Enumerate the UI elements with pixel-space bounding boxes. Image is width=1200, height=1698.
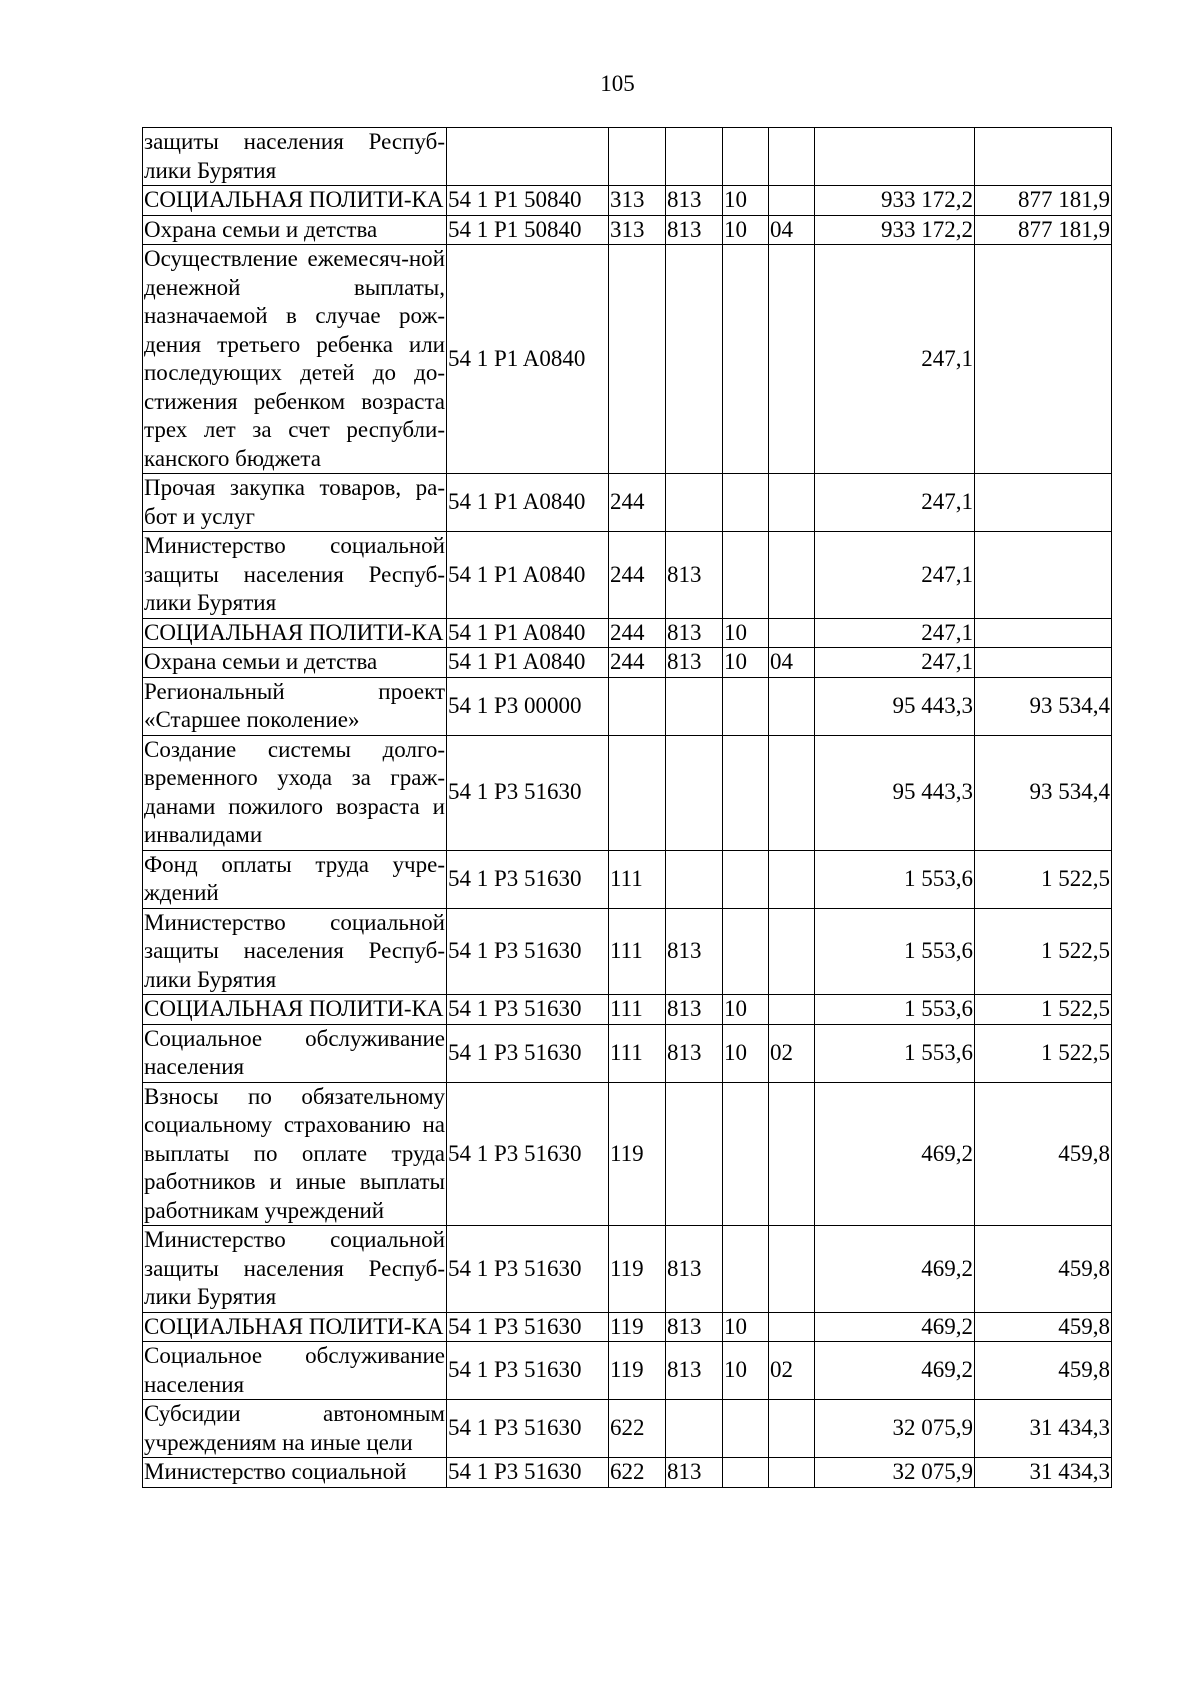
table-row [143,245,1112,474]
target-article-code-cell: 54 1 P3 51630 [447,1458,609,1488]
ministry-code-cell: 813 [666,995,723,1025]
subsection-code-cell [769,908,815,995]
amount-year-1-cell: 933 172,2 [815,215,975,245]
expense-type-code-cell: 622 [609,1400,666,1458]
ministry-code-cell: 813 [666,1226,723,1313]
table-row [143,474,1112,532]
item-name-cell: СОЦИАЛЬНАЯ ПОЛИТИ-КА [143,186,447,216]
ministry-code-cell [666,1400,723,1458]
amount-year-2-cell: 877 181,9 [975,186,1112,216]
target-article-code-cell: 54 1 P1 A0840 [447,245,609,474]
amount-year-1-cell: 247,1 [815,648,975,678]
target-article-code-cell: 54 1 P1 50840 [447,215,609,245]
table-row [143,677,1112,735]
section-code-cell: 10 [723,215,769,245]
amount-year-1-cell: 32 075,9 [815,1400,975,1458]
subsection-code-cell [769,1312,815,1342]
amount-year-1-cell: 469,2 [815,1312,975,1342]
table-row [143,618,1112,648]
ministry-code-cell: 813 [666,215,723,245]
item-name-cell: СОЦИАЛЬНАЯ ПОЛИТИ-КА [143,1312,447,1342]
amount-year-2-cell: 459,8 [975,1226,1112,1313]
ministry-code-cell: 813 [666,186,723,216]
subsection-code-cell [769,850,815,908]
amount-year-2-cell: 31 434,3 [975,1458,1112,1488]
amount-year-2-cell [975,474,1112,532]
item-name-cell: Охрана семьи и детства [143,648,447,678]
amount-year-2-cell [975,532,1112,619]
item-name-cell: Создание системы долго-временного ухода за граж-данами пожилого возраста и инвалидами [143,735,447,850]
item-name-cell: Фонд оплаты труда учре-ждений [143,850,447,908]
ministry-code-cell: 813 [666,1024,723,1082]
ministry-code-cell: 813 [666,648,723,678]
expense-type-code-cell: 111 [609,1024,666,1082]
amount-year-1-cell: 95 443,3 [815,677,975,735]
section-code-cell: 10 [723,1342,769,1400]
section-code-cell [723,1226,769,1313]
ministry-code-cell [666,735,723,850]
section-code-cell [723,1082,769,1226]
subsection-code-cell [769,186,815,216]
expense-type-code-cell [609,245,666,474]
amount-year-2-cell: 1 522,5 [975,1024,1112,1082]
ministry-code-cell [666,128,723,186]
amount-year-1-cell: 933 172,2 [815,186,975,216]
subsection-code-cell [769,735,815,850]
section-code-cell [723,1458,769,1488]
subsection-code-cell: 04 [769,215,815,245]
expense-type-code-cell: 119 [609,1082,666,1226]
subsection-code-cell [769,128,815,186]
section-code-cell [723,908,769,995]
target-article-code-cell: 54 1 P1 A0840 [447,532,609,619]
table-row [143,908,1112,995]
expense-type-code-cell [609,735,666,850]
subsection-code-cell [769,1400,815,1458]
amount-year-1-cell: 247,1 [815,474,975,532]
table-row [143,648,1112,678]
amount-year-1-cell: 1 553,6 [815,995,975,1025]
item-name-cell: защиты населения Респуб-лики Бурятия [143,128,447,186]
ministry-code-cell: 813 [666,1312,723,1342]
target-article-code-cell: 54 1 P3 51630 [447,1226,609,1313]
table-row [143,1226,1112,1313]
section-code-cell [723,677,769,735]
target-article-code-cell: 54 1 P3 51630 [447,735,609,850]
table-row [143,1082,1112,1226]
amount-year-2-cell [975,128,1112,186]
ministry-code-cell: 813 [666,532,723,619]
target-article-code-cell: 54 1 P3 51630 [447,1312,609,1342]
subsection-code-cell [769,1082,815,1226]
table-row [143,532,1112,619]
target-article-code-cell: 54 1 P3 51630 [447,1400,609,1458]
expense-type-code-cell: 111 [609,850,666,908]
section-code-cell: 10 [723,1312,769,1342]
subsection-code-cell: 02 [769,1024,815,1082]
amount-year-2-cell [975,618,1112,648]
expense-type-code-cell: 111 [609,908,666,995]
amount-year-1-cell: 247,1 [815,245,975,474]
table-row [143,1024,1112,1082]
expense-type-code-cell: 313 [609,186,666,216]
amount-year-1-cell: 247,1 [815,618,975,648]
ministry-code-cell [666,1082,723,1226]
amount-year-2-cell [975,648,1112,678]
expense-type-code-cell: 244 [609,648,666,678]
ministry-code-cell [666,245,723,474]
amount-year-2-cell [975,245,1112,474]
target-article-code-cell: 54 1 P3 51630 [447,1024,609,1082]
section-code-cell [723,128,769,186]
ministry-code-cell: 813 [666,908,723,995]
table-row [143,215,1112,245]
item-name-cell: Министерство социальной защиты населения Респуб-лики Бурятия [143,1226,447,1313]
subsection-code-cell [769,532,815,619]
item-name-cell: СОЦИАЛЬНАЯ ПОЛИТИ-КА [143,995,447,1025]
section-code-cell [723,735,769,850]
target-article-code-cell: 54 1 P1 50840 [447,186,609,216]
ministry-code-cell: 813 [666,1458,723,1488]
table-row [143,1400,1112,1458]
item-name-cell: Взносы по обязательному социальному страхованию на выплаты по оплате труда работников и иные выплаты работникам учреждений [143,1082,447,1226]
target-article-code-cell: 54 1 P3 51630 [447,908,609,995]
item-name-cell: Министерство социальной [143,1458,447,1488]
expense-type-code-cell [609,128,666,186]
expense-type-code-cell: 244 [609,618,666,648]
subsection-code-cell: 04 [769,648,815,678]
amount-year-1-cell: 1 553,6 [815,1024,975,1082]
item-name-cell: Социальное обслуживание населения [143,1342,447,1400]
budget-table [142,127,1112,1488]
expense-type-code-cell: 244 [609,474,666,532]
amount-year-2-cell: 877 181,9 [975,215,1112,245]
item-name-cell: Прочая закупка товаров, ра-бот и услуг [143,474,447,532]
expense-type-code-cell: 119 [609,1342,666,1400]
item-name-cell: СОЦИАЛЬНАЯ ПОЛИТИ-КА [143,618,447,648]
amount-year-2-cell: 459,8 [975,1082,1112,1226]
ministry-code-cell [666,850,723,908]
amount-year-1-cell: 95 443,3 [815,735,975,850]
amount-year-2-cell: 459,8 [975,1312,1112,1342]
subsection-code-cell [769,1458,815,1488]
amount-year-1-cell: 469,2 [815,1082,975,1226]
amount-year-1-cell: 469,2 [815,1226,975,1313]
ministry-code-cell [666,474,723,532]
target-article-code-cell: 54 1 P3 51630 [447,1342,609,1400]
target-article-code-cell: 54 1 P3 51630 [447,850,609,908]
table-row [143,735,1112,850]
subsection-code-cell: 02 [769,1342,815,1400]
target-article-code-cell: 54 1 P1 A0840 [447,474,609,532]
item-name-cell: Охрана семьи и детства [143,215,447,245]
section-code-cell: 10 [723,995,769,1025]
table-row [143,995,1112,1025]
subsection-code-cell [769,995,815,1025]
amount-year-2-cell: 1 522,5 [975,908,1112,995]
target-article-code-cell: 54 1 P1 A0840 [447,648,609,678]
subsection-code-cell [769,1226,815,1313]
section-code-cell: 10 [723,1024,769,1082]
section-code-cell [723,850,769,908]
expense-type-code-cell: 119 [609,1226,666,1313]
section-code-cell: 10 [723,648,769,678]
target-article-code-cell [447,128,609,186]
table-body [143,128,1112,1488]
section-code-cell: 10 [723,186,769,216]
expense-type-code-cell: 313 [609,215,666,245]
amount-year-2-cell: 93 534,4 [975,677,1112,735]
item-name-cell: Осуществление ежемесяч-ной денежной выплаты, назначаемой в случае рож-дения третьего ребенка или последующих детей до до-стижения ребенком возраста трех лет за счет республи-канского бюджета [143,245,447,474]
section-code-cell [723,245,769,474]
section-code-cell: 10 [723,618,769,648]
amount-year-1-cell [815,128,975,186]
amount-year-1-cell: 469,2 [815,1342,975,1400]
ministry-code-cell: 813 [666,618,723,648]
expense-type-code-cell [609,677,666,735]
target-article-code-cell: 54 1 P3 00000 [447,677,609,735]
subsection-code-cell [769,474,815,532]
ministry-code-cell: 813 [666,1342,723,1400]
item-name-cell: Субсидии автономным учреждениям на иные цели [143,1400,447,1458]
amount-year-2-cell: 1 522,5 [975,850,1112,908]
ministry-code-cell [666,677,723,735]
table-row [143,1458,1112,1488]
item-name-cell: Министерство социальной защиты населения Респуб-лики Бурятия [143,532,447,619]
amount-year-2-cell: 93 534,4 [975,735,1112,850]
page-number: 105 [600,71,635,96]
section-code-cell [723,1400,769,1458]
table-row [143,1342,1112,1400]
expense-type-code-cell: 119 [609,1312,666,1342]
subsection-code-cell [769,618,815,648]
table-row [143,128,1112,186]
amount-year-2-cell: 1 522,5 [975,995,1112,1025]
amount-year-1-cell: 247,1 [815,532,975,619]
section-code-cell [723,532,769,619]
table-row [143,186,1112,216]
subsection-code-cell [769,245,815,474]
table-row [143,1312,1112,1342]
amount-year-2-cell: 459,8 [975,1342,1112,1400]
table-row [143,850,1112,908]
target-article-code-cell: 54 1 P1 A0840 [447,618,609,648]
amount-year-1-cell: 32 075,9 [815,1458,975,1488]
expense-type-code-cell: 622 [609,1458,666,1488]
expense-type-code-cell: 111 [609,995,666,1025]
section-code-cell [723,474,769,532]
subsection-code-cell [769,677,815,735]
amount-year-2-cell: 31 434,3 [975,1400,1112,1458]
target-article-code-cell: 54 1 P3 51630 [447,995,609,1025]
expense-type-code-cell: 244 [609,532,666,619]
item-name-cell: Министерство социальной защиты населения Респуб-лики Бурятия [143,908,447,995]
amount-year-1-cell: 1 553,6 [815,908,975,995]
target-article-code-cell: 54 1 P3 51630 [447,1082,609,1226]
item-name-cell: Региональный проект «Старшее поколение» [143,677,447,735]
amount-year-1-cell: 1 553,6 [815,850,975,908]
item-name-cell: Социальное обслуживание населения [143,1024,447,1082]
